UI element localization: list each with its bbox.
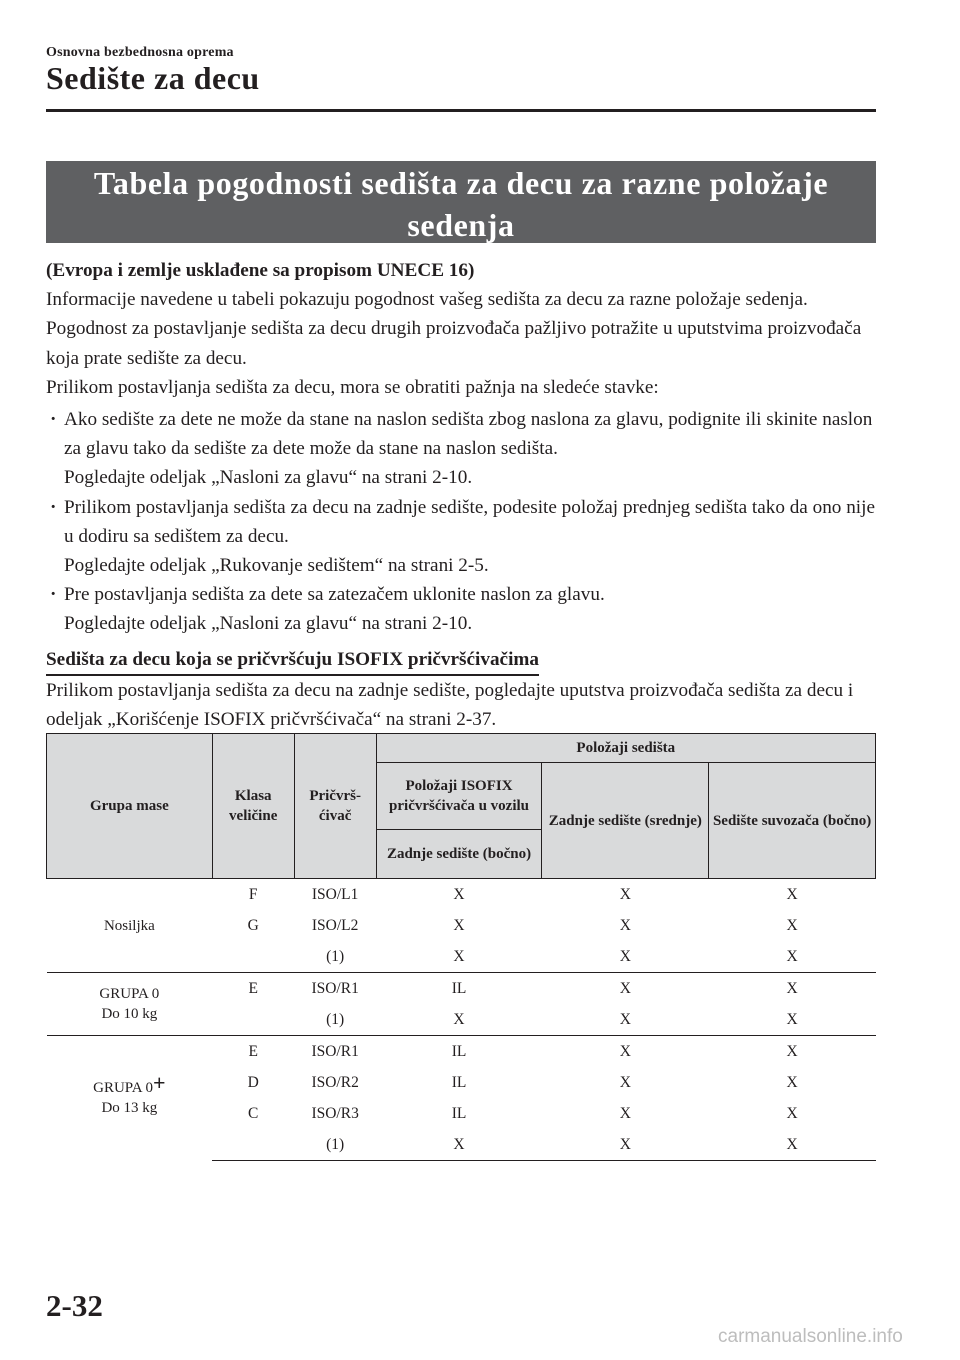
cell-c1: IL [376,1036,542,1068]
bullet-icon: · [50,409,57,431]
running-head: Osnovna bezbednosna oprema [46,45,234,60]
table-row [47,973,876,1005]
cell-c2: X [542,1036,709,1068]
cell-pricvrsc: ISO/R3 [311,1104,359,1122]
bullet-reference: Pogledajte odeljak „Nasloni za glavu“ na strani 2-10. [64,467,473,489]
cell-c3: X [786,1104,798,1122]
cell-c1: X [453,947,465,965]
group-weight: Do 13 kg [101,1100,158,1117]
group-weight: Do 10 kg [101,1006,158,1022]
cell-klasa [212,1004,294,1036]
cell-c2: X [542,973,709,1005]
cell-klasa: D [247,1073,259,1091]
cell-klasa [212,1129,294,1161]
cell-klasa: E [212,973,294,1005]
intro-paragraph: Informacije navedene u tabeli pokazuju pogodnost vašeg sedišta za decu za razne položaje sedenja. Pogodnost za postavljanje sedišta za decu drugih proizvođača pažljivo potražite u uputstvima proizvođača koja prate sedište za decu. [46,289,862,369]
header-pricvrscivac: Pričvrš-ćivač [294,734,376,879]
cell-c3: X [786,1073,798,1091]
isofix-paragraph: Prilikom postavljanja sedišta za decu na zadnje sedište, pogledajte uputstva proizvođača sedišta za decu i odeljak „Korišćenje ISOFIX pričvršćivača“ na strani 2-37. [46,679,854,730]
cell-c1: X [376,1129,542,1161]
cell-klasa: F [212,879,294,911]
cell-c2: X [619,947,631,965]
cell-pricvrsc: (1) [326,1010,345,1028]
banner-title-line2: sedenja [407,207,515,243]
bullet-icon: · [50,496,57,518]
table-row [47,1036,876,1068]
header-suvozac: Sedište suvozača (bočno) [709,763,876,879]
cell-c3: X [709,973,876,1005]
bullet-text: Pre postavljanja sedišta za dete sa zatezačem uklonite naslon za glavu. [64,584,605,606]
group-label [47,1070,213,1098]
watermark: carmanualsonline.info [718,1326,903,1347]
cell-klasa: E [212,1036,294,1068]
cell-c2: X [619,1104,631,1122]
isofix-heading: Sedišta za decu koja se pričvršćuju ISOFIX pričvršćivačima [46,647,539,676]
group-label-text: GRUPA 0 [99,986,160,1002]
cell-c1: X [376,879,542,911]
cell-pricvrsc: ISO/L1 [294,879,376,911]
list-item [46,405,876,493]
cell-c2: X [619,1010,631,1028]
cell-c1: X [453,916,465,934]
cell-c1: IL [376,973,542,1005]
table-body [47,879,876,1161]
header-zadnje-bocno: Zadnje sedište (bočno) [376,830,542,879]
header-zadnje-srednje: Zadnje sedište (srednje) [542,763,709,879]
group-label [47,984,213,1004]
cell-c3: X [709,1036,876,1068]
bullet-reference: Pogledajte odeljak „Rukovanje sedištem“ na strani 2-5. [64,555,489,577]
bullet-list [46,405,876,639]
cell-pricvrsc: ISO/R1 [294,973,376,1005]
cell-klasa [212,941,294,973]
cell-c1: X [453,1010,465,1028]
cell-c2: X [542,1129,709,1161]
cell-klasa: G [247,916,259,934]
region-subheading: (Evropa i zemlje usklađene sa propisom UNECE 16) [46,260,475,281]
cell-c3: X [709,879,876,911]
cell-pricvrsc: (1) [294,1129,376,1161]
group-label-cell [47,973,213,1036]
cell-c2: X [619,916,631,934]
cell-c3: X [709,1129,876,1161]
header-polozaji: Položaji sedišta [376,734,875,763]
cell-pricvrsc: (1) [326,947,345,965]
group-label-cell [47,879,213,973]
header-rule [46,109,876,112]
cell-pricvrsc: ISO/L2 [311,916,359,934]
plus-icon: + [153,1070,166,1096]
cell-c3: X [786,947,798,965]
cell-klasa: C [248,1104,259,1122]
group-label-cell [47,1036,213,1161]
cell-c3: X [786,916,798,934]
cell-c2: X [542,879,709,911]
bullet-reference: Pogledajte odeljak „Nasloni za glavu“ na strani 2-10. [64,613,473,635]
header-grupa-mase: Grupa mase [47,734,213,879]
page-number: 2-32 [46,1288,103,1323]
cell-c1: IL [451,1073,467,1091]
bullet-text: Ako sedište za dete ne može da stane na naslon sedišta zbog naslona za glavu, podignite ili skinite naslon za glavu tako da sedište za dete može da stane na naslon sedišta. [64,409,873,460]
list-item [46,580,876,638]
cell-c2: X [619,1073,631,1091]
cell-pricvrsc: ISO/R2 [311,1073,359,1091]
list-item [46,493,876,581]
group-label-text: GRUPA 0 [93,1080,154,1097]
cell-c3: X [786,1010,798,1028]
section-banner [46,161,876,243]
group-label-text: Nosiljka [103,917,155,934]
banner-title-line1: Tabela pogodnosti sedišta za decu za razne položaje [93,165,829,201]
bullet-icon: · [50,584,57,606]
section-title: Sedište za decu [46,60,260,96]
cell-c1: IL [451,1104,467,1122]
cell-pricvrsc: ISO/R1 [294,1036,376,1068]
fitment-table [46,733,876,1161]
header-klasa: Klasa veličine [212,734,294,879]
group-label [47,916,213,936]
table-row [47,879,876,911]
body-text [46,256,876,734]
header-isofix-positions: Položaji ISOFIX pričvršćivača u vozilu [376,763,542,830]
bullet-text: Prilikom postavljanja sedišta za decu na zadnje sedište, podesite položaj prednjeg sedišta tako da ono nije u dodiru sa sedištem za decu. [64,496,875,547]
intro-paragraph-2: Prilikom postavljanja sedišta za decu, mora se obratiti pažnja na sledeće stavke: [46,376,659,398]
